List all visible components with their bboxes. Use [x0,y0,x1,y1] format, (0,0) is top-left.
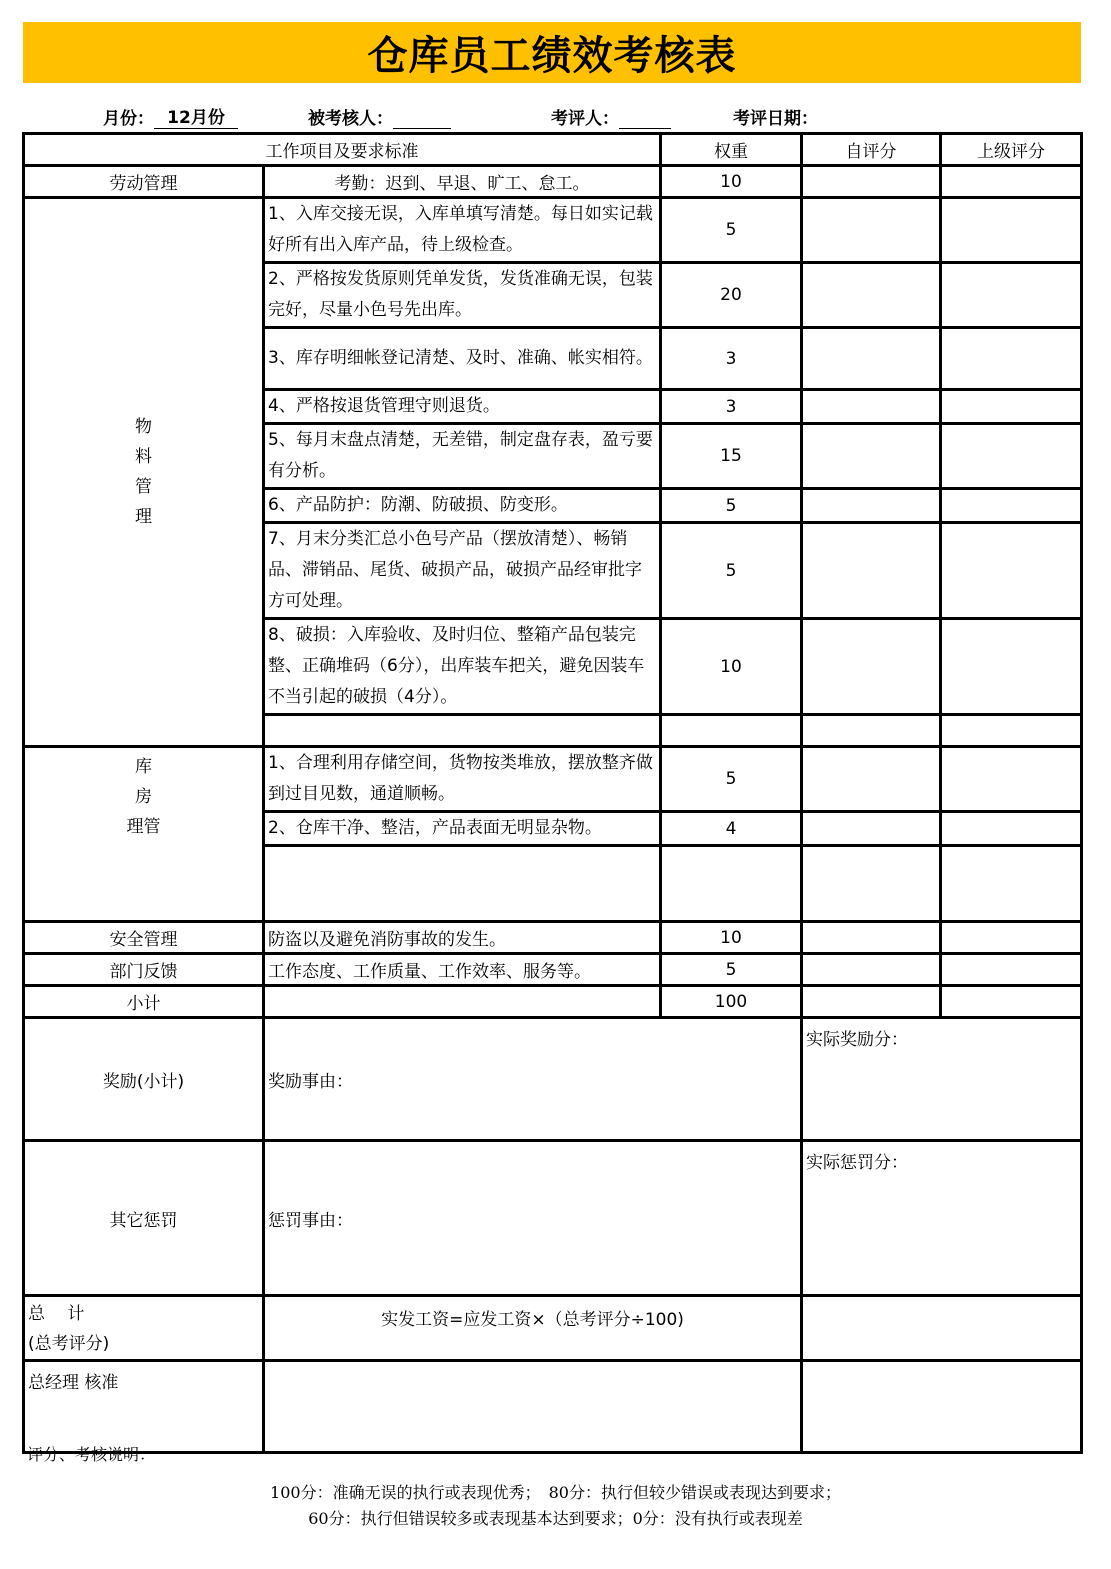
total-score-cell[interactable] [802,1296,1082,1361]
superior-score-cell[interactable] [941,846,1082,922]
approval-sign-cell[interactable] [802,1361,1082,1453]
self-score-cell[interactable] [802,263,941,328]
feedback-category: 部门反馈 [24,954,264,986]
material-weight: 3 [661,390,802,424]
material-category: 物 料 管 理 [24,198,264,747]
superior-score-cell[interactable] [941,424,1082,489]
penalty-label: 其它惩罚 [24,1141,264,1296]
superior-score-cell[interactable] [941,390,1082,424]
reward-label: 奖励(小计) [24,1018,264,1141]
superior-score-cell[interactable] [941,812,1082,846]
labor-row [24,166,1082,198]
warehouse-weight: 4 [661,812,802,846]
assessment-table [22,132,1083,1454]
superior-score-cell[interactable] [941,715,1082,747]
self-score-cell[interactable] [802,523,941,619]
approval-row [24,1361,1082,1453]
assessee-field [308,103,451,129]
penalty-row [24,1141,1082,1296]
feedback-weight: 5 [661,954,802,986]
page-title: 仓库员工绩效考核表 [367,33,737,79]
month-value[interactable]: 12月份 [154,108,238,129]
empty-cell[interactable] [264,846,661,922]
header-self-score: 自评分 [802,134,941,166]
material-desc: 4、严格按退货管理守则退货。 [264,390,661,424]
self-score-cell[interactable] [802,198,941,263]
material-weight: 3 [661,328,802,390]
safety-category: 安全管理 [24,922,264,954]
labor-desc: 考勤：迟到、早退、旷工、怠工。 [264,166,661,198]
title-bar [23,22,1081,83]
warehouse-row [24,747,1082,812]
penalty-actual[interactable]: 实际惩罚分： [802,1141,1082,1296]
self-score-cell[interactable] [802,424,941,489]
empty-cell[interactable] [661,846,802,922]
safety-desc: 防盗以及避免消防事故的发生。 [264,922,661,954]
assessee-value[interactable] [393,128,451,129]
approval-label: 总经理 核准 [24,1361,264,1453]
date-label: 考评日期： [733,109,818,129]
superior-score-cell[interactable] [941,263,1082,328]
warehouse-weight: 5 [661,747,802,812]
total-formula: 实发工资=应发工资×（总考评分÷100) [264,1296,802,1361]
material-desc: 6、产品防护：防潮、防破损、防变形。 [264,489,661,523]
material-weight: 5 [661,198,802,263]
assessee-label: 被考核人： [308,109,393,129]
total-label: 总 计 (总考评分) [24,1296,264,1361]
material-desc: 8、破损：入库验收、及时归位、整箱产品包装完整、正确堆码（6分），出库装车把关，避免因装车不当引起的破损（4分）。 [264,619,661,715]
notes-line-2: 60分：执行但错误较多或表现基本达到要求；0分：没有执行或表现差 [308,1509,803,1528]
warehouse-desc: 1、合理利用存储空间，货物按类堆放，摆放整齐做到过目见数，通道顺畅。 [264,747,661,812]
material-desc: 3、库存明细帐登记清楚、及时、准确、帐实相符。 [264,328,661,390]
material-desc: 1、入库交接无误，入库单填写清楚。每日如实记载好所有出入库产品，待上级检查。 [264,198,661,263]
material-weight: 20 [661,263,802,328]
assessor-field [551,103,671,129]
feedback-row [24,954,1082,986]
empty-cell[interactable] [661,715,802,747]
self-score-cell[interactable] [802,328,941,390]
superior-score-cell[interactable] [941,198,1082,263]
labor-category: 劳动管理 [24,166,264,198]
material-desc: 2、严格按发货原则凭单发货，发货准确无误，包装完好，尽量小色号先出库。 [264,263,661,328]
superior-score-total-cell[interactable] [941,986,1082,1018]
reward-reason[interactable]: 奖励事由： [264,1018,802,1141]
self-score-cell[interactable] [802,846,941,922]
subtotal-weight: 100 [661,986,802,1018]
superior-score-cell[interactable] [941,922,1082,954]
total-row [24,1296,1082,1361]
reward-actual[interactable]: 实际奖励分： [802,1018,1082,1141]
assessor-label: 考评人： [551,109,619,129]
material-desc: 7、月末分类汇总小色号产品（摆放清楚）、畅销品、滞销品、尾货、破损产品，破损产品经审批字方可处理。 [264,523,661,619]
superior-score-cell[interactable] [941,747,1082,812]
safety-row [24,922,1082,954]
header-item: 工作项目及要求标准 [24,134,661,166]
penalty-reason[interactable]: 惩罚事由： [264,1141,802,1296]
superior-score-cell[interactable] [941,166,1082,198]
material-desc: 5、每月末盘点清楚，无差错，制定盘存表，盈亏要有分析。 [264,424,661,489]
self-score-cell[interactable] [802,166,941,198]
notes-label: 评分、考核说明： [27,1445,156,1464]
superior-score-cell[interactable] [941,328,1082,390]
assessor-value[interactable] [619,128,671,129]
date-field [733,103,818,129]
labor-weight: 10 [661,166,802,198]
self-score-cell[interactable] [802,954,941,986]
self-score-cell[interactable] [802,922,941,954]
self-score-cell[interactable] [802,747,941,812]
reward-row [24,1018,1082,1141]
material-weight: 5 [661,489,802,523]
material-row [24,198,1082,263]
self-score-cell[interactable] [802,812,941,846]
empty-cell[interactable] [264,986,661,1018]
self-score-cell[interactable] [802,390,941,424]
subtotal-row [24,986,1082,1018]
notes-line-1: 100分：准确无误的执行或表现优秀； 80分：执行但较少错误或表现达到要求； [270,1483,841,1502]
superior-score-cell[interactable] [941,489,1082,523]
month-label: 月份： [103,109,154,129]
header-row [24,134,1082,166]
feedback-desc: 工作态度、工作质量、工作效率、服务等。 [264,954,661,986]
self-score-cell[interactable] [802,489,941,523]
self-score-cell[interactable] [802,619,941,715]
empty-cell[interactable] [264,715,661,747]
warehouse-desc: 2、仓库干净、整洁，产品表面无明显杂物。 [264,812,661,846]
material-weight: 5 [661,523,802,619]
material-weight: 10 [661,619,802,715]
superior-score-cell[interactable] [941,523,1082,619]
superior-score-cell[interactable] [941,954,1082,986]
approval-cell[interactable] [264,1361,802,1453]
warehouse-category: 库 房 理管 [24,747,264,922]
self-score-total-cell[interactable] [802,986,941,1018]
header-superior-score: 上级评分 [941,134,1082,166]
superior-score-cell[interactable] [941,619,1082,715]
month-field [103,103,238,129]
subtotal-label: 小计 [24,986,264,1018]
safety-weight: 10 [661,922,802,954]
material-weight: 15 [661,424,802,489]
header-weight: 权重 [661,134,802,166]
self-score-cell[interactable] [802,715,941,747]
